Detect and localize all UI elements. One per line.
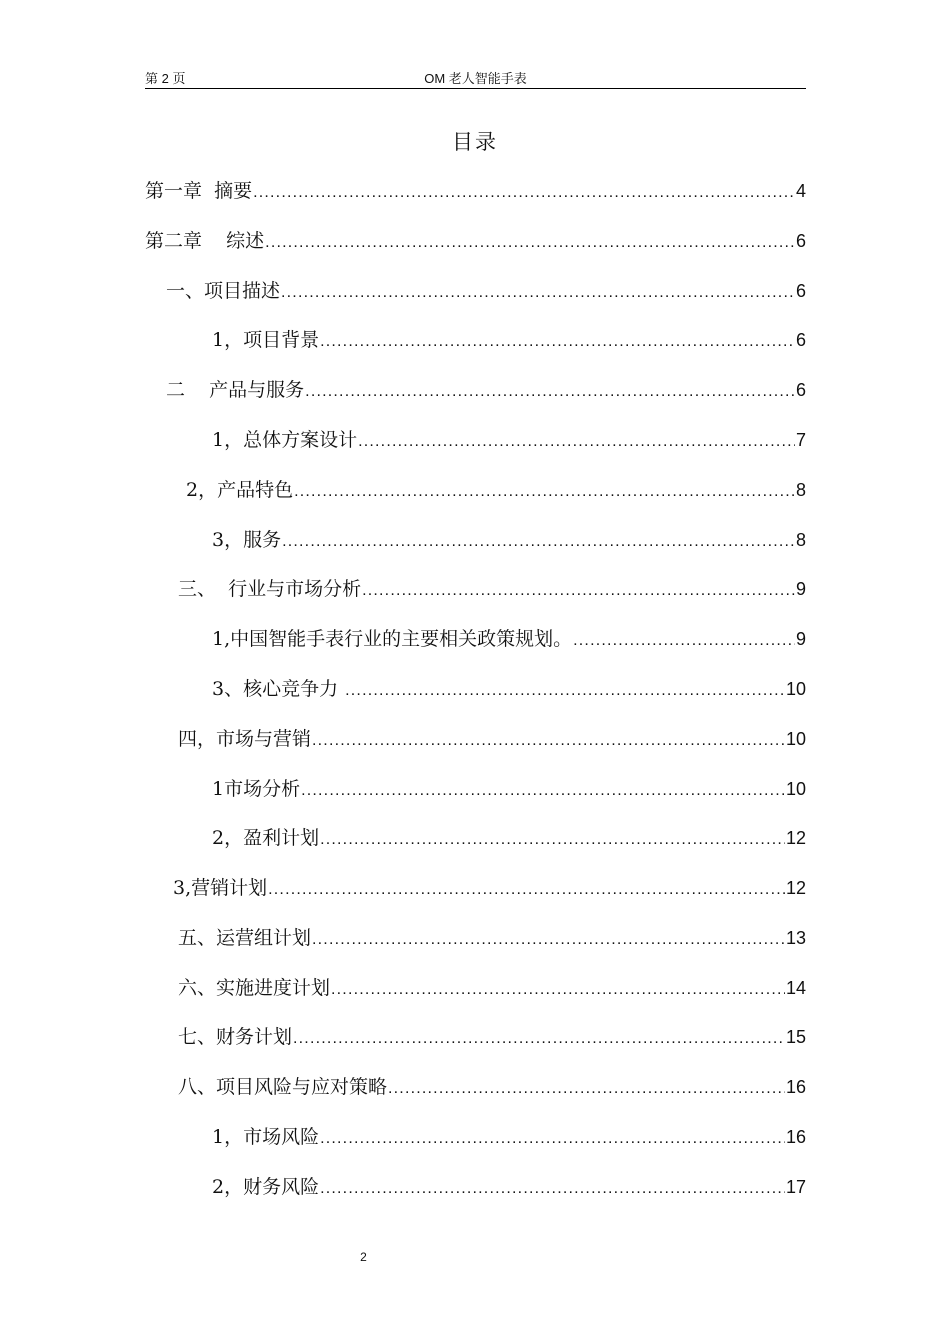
- toc-entry-label: 3,营销计划: [173, 877, 268, 899]
- toc-leader-dots: [320, 328, 795, 356]
- toc-entry[interactable]: [212, 426, 806, 454]
- toc-entry[interactable]: [178, 974, 806, 1002]
- toc-entry-page: 10: [785, 779, 806, 799]
- toc-entry[interactable]: [173, 874, 806, 902]
- toc-leader-dots: [312, 727, 785, 755]
- toc-entry[interactable]: [178, 1073, 806, 1101]
- toc-leader-dots: [282, 528, 795, 556]
- toc-entry-label: 第二章 综述: [145, 230, 265, 252]
- toc-entry-page: 10: [785, 729, 806, 749]
- toc-entry[interactable]: [212, 526, 806, 554]
- toc-entry-label: 1市场分析: [212, 778, 301, 800]
- toc-entry-label: 3，服务: [212, 529, 282, 551]
- toc-leader-dots: [358, 428, 795, 456]
- toc-entry-label: 三、 行业与市场分析: [178, 578, 362, 600]
- toc-leader-dots: [281, 279, 795, 307]
- toc-entry[interactable]: [212, 824, 806, 852]
- toc-entry-page: 4: [795, 181, 806, 201]
- toc-entry-label: 3、核心竞争力: [212, 678, 345, 700]
- toc-entry[interactable]: [166, 277, 806, 305]
- toc-leader-dots: [265, 229, 795, 257]
- toc-entry[interactable]: [212, 675, 806, 703]
- toc-entry-label: 七、财务计划: [178, 1026, 293, 1048]
- toc-entry-page: 14: [785, 978, 806, 998]
- toc-entry-label: 五、运营组计划: [178, 927, 312, 949]
- toc-entry-label: 四，市场与营销: [178, 728, 312, 750]
- toc-entry-page: 12: [785, 828, 806, 848]
- toc-entry-page: 8: [795, 480, 806, 500]
- header-page-label: 第 2 页: [145, 71, 186, 86]
- toc-leader-dots: [294, 478, 795, 506]
- header-document-title: OM 老人智能手表: [424, 71, 527, 86]
- toc-leader-dots: [268, 876, 785, 904]
- toc-entry-page: 6: [795, 281, 806, 301]
- toc-entry-label: 1，项目背景: [212, 329, 320, 351]
- toc-entry-label: 2，盈利计划: [212, 827, 320, 849]
- toc-leader-dots: [312, 926, 785, 954]
- toc-leader-dots: [253, 179, 795, 207]
- toc-entry-label: 2，财务风险: [212, 1176, 320, 1198]
- toc-entry[interactable]: [212, 1123, 806, 1151]
- toc-entry-label: 一、项目描述: [166, 280, 281, 302]
- toc-entry-page: 7: [795, 430, 806, 450]
- toc-entry[interactable]: [212, 775, 806, 803]
- toc-entry-page: 16: [785, 1127, 806, 1147]
- toc-entry[interactable]: [212, 326, 806, 354]
- toc-leader-dots: [573, 627, 795, 655]
- toc-leader-dots: [293, 1025, 785, 1053]
- toc-entry-label: 1，总体方案设计: [212, 429, 358, 451]
- toc-leader-dots: [301, 777, 785, 805]
- toc-leader-dots: [331, 976, 785, 1004]
- toc-leader-dots: [345, 677, 785, 705]
- toc-entry[interactable]: [166, 376, 806, 404]
- toc-leader-dots: [388, 1075, 785, 1103]
- toc-entry[interactable]: [212, 1173, 806, 1201]
- toc-leader-dots: [305, 378, 795, 406]
- toc-entry-page: 12: [785, 878, 806, 898]
- toc-entry-page: 6: [795, 380, 806, 400]
- toc-entry-page: 17: [785, 1177, 806, 1197]
- toc-leader-dots: [320, 1125, 785, 1153]
- toc-entry[interactable]: [178, 1023, 806, 1051]
- toc-entry[interactable]: [145, 227, 806, 255]
- toc-entry[interactable]: [178, 575, 806, 603]
- toc-entry-page: 9: [795, 629, 806, 649]
- toc-entry[interactable]: [186, 476, 806, 504]
- toc-entry-page: 6: [795, 330, 806, 350]
- toc-entry[interactable]: [212, 625, 806, 653]
- toc-entry-page: 9: [795, 579, 806, 599]
- toc-entry-page: 16: [785, 1077, 806, 1097]
- toc-entry-label: 2，产品特色: [186, 479, 294, 501]
- toc-entry-page: 8: [795, 530, 806, 550]
- toc-entry-page: 6: [795, 231, 806, 251]
- toc-entry[interactable]: [178, 924, 806, 952]
- toc-entry-page: 10: [785, 679, 806, 699]
- toc-leader-dots: [320, 1175, 785, 1203]
- toc-entry-label: 二 产品与服务: [166, 379, 305, 401]
- toc-entry-label: 八、项目风险与应对策略: [178, 1076, 388, 1098]
- toc-title: 目录: [452, 130, 498, 154]
- toc-leader-dots: [362, 577, 795, 605]
- footer-page-number: 2: [360, 1250, 367, 1264]
- toc-leader-dots: [320, 826, 785, 854]
- toc-entry-label: 第一章 摘要: [145, 180, 253, 202]
- toc-entry-label: 1,中国智能手表行业的主要相关政策规划。: [212, 628, 573, 650]
- toc-entry-label: 1，市场风险: [212, 1126, 320, 1148]
- toc-entry[interactable]: [145, 177, 806, 205]
- toc-entry-label: 六、实施进度计划: [178, 977, 331, 999]
- toc-entry-page: 13: [785, 928, 806, 948]
- toc-entry[interactable]: [178, 725, 806, 753]
- toc-entry-page: 15: [785, 1027, 806, 1047]
